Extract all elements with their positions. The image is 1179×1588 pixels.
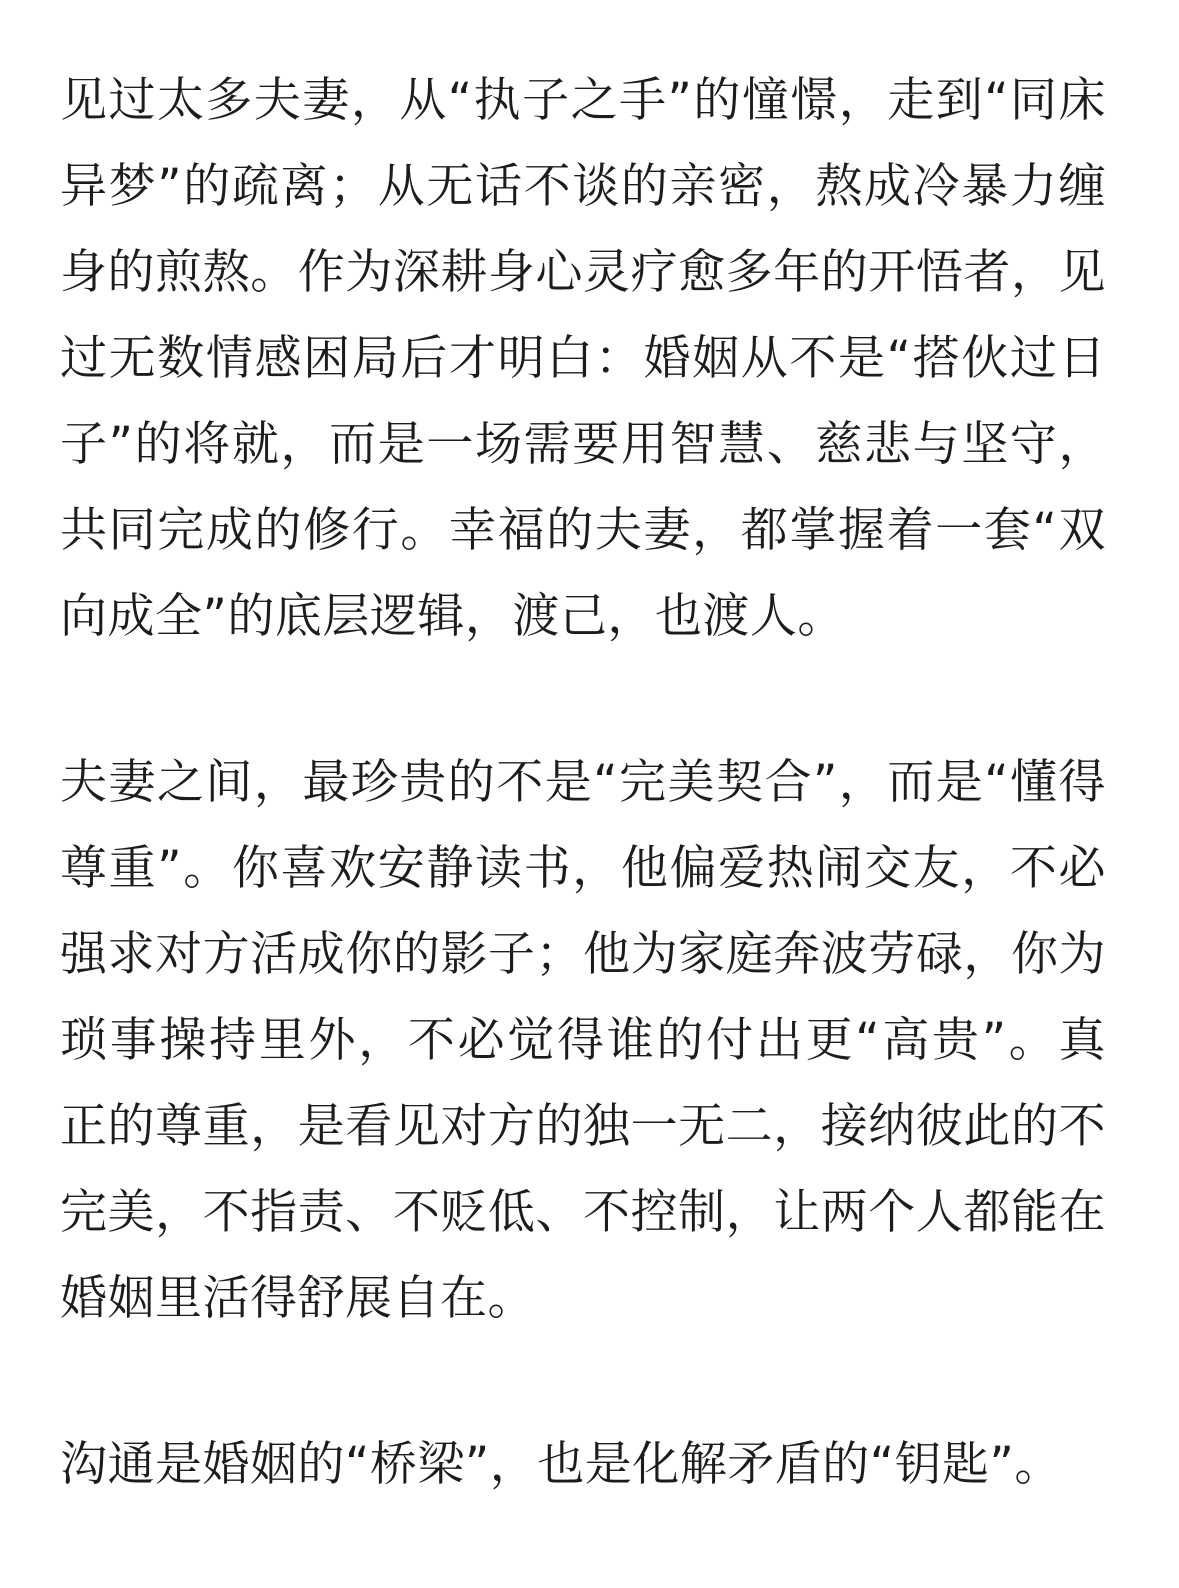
- article-body: [60, 58, 1106, 1588]
- paragraph-2: 夫妻之间，最珍贵的不是“完美契合”，而是“懂得尊重”。你喜欢安静读书，他偏爱热闹交友，不必强求对方活成你的影子；他为家庭奔波劳碌，你为琐事操持里外，不必觉得谁的付出更“高贵”。真正的尊重，是看见对方的独一无二，接纳彼此的不完美，不指责、不贬低、不控制，让两个人都能在婚姻里活得舒展自在。: [60, 755, 1106, 1326]
- paragraph-3: 沟通是婚姻的“桥梁”，也是化解矛盾的“钥匙”。: [60, 1437, 1062, 1492]
- paragraph-1: 见过太多夫妻，从“执子之手”的憧憬，走到“同床异梦”的疏离；从无话不谈的亲密，熬成冷暴力缠身的煎熬。作为深耕身心灵疗愈多年的开悟者，见过无数情感困局后才明白：婚姻从不是“搭伙过日子”的将就，而是一场需要用智慧、慈悲与坚守，共同完成的修行。幸福的夫妻，都掌握着一套“双向成全”的底层逻辑，渡己，也渡人。: [60, 73, 1106, 644]
